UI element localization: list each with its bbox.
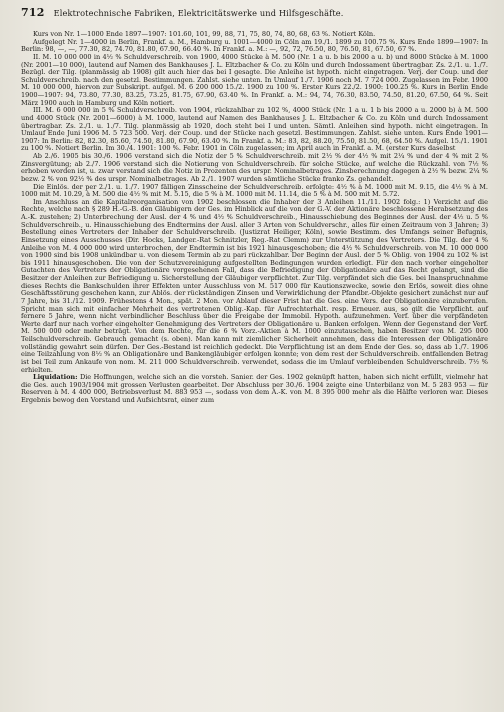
page-number: 712 [21,6,45,19]
paragraph-notiz [21,153,488,184]
paragraph-einloesung [21,184,488,199]
paragraph-text: III. M. 6 000 000 in 5 % Schuldverschreib. von 1904, rückzahlbar zu 102 %, 4000 Stück (Nr. 1 a u. 1 b bis 2000 a u. 2000 b) à M. 500 und 4000 Stück (Nr. 2001—6000) à M. 1000, lautend auf Namen des Bankhauses J. L. Eltzbacher & Co. zu Köln und durch Indossament übertragbar. Zs. 2./1. u. 1./7. Tilg. planmässig ab 1920, doch steht bei I und unten. Sämtl. Anleihen sind hypoth. nicht eingetragen. In Umlauf Ende Juni 1906 M. 5 723 500. Verj. der Coup. und der Stücke nach gesetzl. Bestimmungen. Zahlst. siehe unten. Kurs Ende 1901—1907: In Berlin: 82, 82.30, 85.60, 74.50, 81.80, 67.90, 63.40 %. In Frankf. a. M.: 83, 82, 88.20, 75.50, 81.50, 68, 64.50 %. Aufgel. 15./1. 1901 zu 100 %. Notiert Berlin. Im 30./4. 1901: 100 %. Febr. 1901 in Cöln zugelassen; im April auch in Frankf. a. M. (erster Kurs daselbst [21,106,488,153]
paragraph-text: Aufgelegt Nr. 1—4000 in Berlin, Frankf. a. M., Hamburg u. 1001—4000 in Cöln am 19./1. 1899 zu 100.75 %. Kurs Ende 1899—1907: In Berlin: 98, —, —, 77.30, 82, 74.70, 81.80, 67.90, 66.40 %. In Frankf. a. M.: —, 92, 72, 76.50, 80, 76.50, 81, 67.50, 67 %. [21,37,488,54]
body-text [21,31,488,405]
paragraph-text: Im Anschluss an die Kapitalreorganisation von 1902 beschlossen die Inhaber der 3 Anleihen 11./11. 1902 folg.: 1) Verzicht auf die Rechte, welche nach § 289 H.-G.-B. den Gläubigern der Ges. im Hinblick auf die von der G.-V. der Aktionäre beschlossene Herabsetzung des A.-K. zustehen; 2) Unterbrechung der Ausl. der 4 % und 4½ % Schuldverschreib., Hinausschiebung des Beginnes der Ausl. der 4½ u. 5 % Schuldverschreib., u. Hinausschiebung des Endtermins der Ausl. aller 3 Arten von Schuldverschr., alles für einen Zeitraum von 3 Jahren; 3) Bestellung eines Vertreters der Inhaber der Schuldverschreib. (Justizrat Heiliger, Köln), sowie Bestimm. des Umfangs seiner Befugnis, Einsetzung eines Ausschusses (Dir. Hocks, Landger.-Rat Schnitzler, Reg.-Rat Clemm) zur Unterstützung des Vertreters. Die Tilg. der 4 % Anleihe von M. 4 000 000 wird unterbrochen, der Endtermin ist bis 1921 hinausgeschoben; die 4½ % Schuldverschreib. von M. 10 000 000 von 1900 sind bis 1908 unkündbar u. von diesem Termin ab zu pari rückzahlbar. Der Beginn der Ausl. der 5 % Oblig. von 1904 zu 102 % ist bis 1911 hinausgeschoben. Die von der Schutzvereinigung aufgestellten Bedingungen wurden erledigt. Für den nach vorher eingeholter Gutachten des Vertreters der Obligationäre vorgesehenen Fall, dass die Befriedigung der Obligationäre auf das Recht gelangt, sind die Besitzer der Anleihen zur Befriedigung u. Sicherstellung der Gläubiger verpflichtet. Zur Tilg. verpfändet sich die Ges. bei Inanspruchnahme dieses Rechts die Bankschulden ihrer Effekten unter Ausschluss von M. 517 000 für Kautionszwecke, sowie den Erlös, soweit dies ohne Geschäftsstörung geschehen kann, zur Ablös. der rückständigen Zinsen und Verwirklichung der Pfandbr.-Objekte gesichert zunächst nur auf 7 Jahre, bis 31./12. 1909. Frühestens 4 Mon., spät. 2 Mon. vor Ablauf dieser Frist hat die Ges. eine Vers. der Obligationäre einzuberufen. Spricht man sich mit einfacher Mehrheit des vertretenen Oblig.-Kap. für Aufrechterhalt. resp. Erneuer. aus, so gilt die Verpflicht. auf fernere 5 Jahre, wenn nicht verbindlicher Beschluss über die Freigabe der Immobil. Hypoth. aufzunehmen. Verf. über die verpfändeten Werte darf nur nach vorher eingeholter Genehmigung des Vertreters der Obligationäre u. Banken erfolgen. Wenn der Gegenstand der Verf. M. 500 000 oder mehr beträgt. Von dem Rechte, für die 6 % Vorz.-Aktien à M. 1000 einzutauschen, haben Besitzer von M. 295 000 Teilschuldverschreib. Gebrauch gemacht (s. oben). Man kann mit ziemlicher Sicherheit annehmen, dass die Interessen der Obligationäre vollständig gewahrt sein dürfen. Der Ges.-Bestand ist reichlich gedeckt. Die Verpflichtung ist an dem Ende der Ges. so, dass ab 1./7. 1906 eine Teilzahlung von 8½ % an Obligationäre und Bankengläubiger erfolgen konnte; von dem rest der Schuldverschreib. entfallenden Betrag ist bei Teil zum Ankaufe von nom. M. 211 000 Schuldverschreib. verwendet, sodass die im Umlauf verbleibenden Schuldverschreib. 7½ % erhielten. [21,197,488,374]
running-head: Elektrotechnische Fabriken, Elektricitätswerke und Hilfsgeschäfte. [53,8,344,18]
paragraph-anleihe-iii [21,107,488,153]
paragraph-text: Die Einlös. der per 2./1. u. 1./7. 1907 fälligen Zinsscheine der Schuldverschreib. erfolgte: 4½ % à M. 1000 mit M. 9.15, die 4½ % à M. 1000 mit M. 10.29, à M. 500 die 4½ % mit M. 5.15, die 5 % à M. 1000 mit M. 11.14, die 5 % à M. 500 mit M. 5.72. [21,182,488,199]
paragraph-liquidation [21,374,488,405]
paragraph-text: II. M. 10 000 000 in 4½ % Schuldverschreib. von 1900, 4000 Stücke à M. 500 (Nr. 1 a u. b bis 2000 a u. b) und 8000 Stücke à M. 1000 (Nr. 2001—10 000), lautend auf Namen des Bankhauses J. L. Eltzbacher & Co. zu Köln und durch Indossament übertragbar. Zs. 2./1. u. 1./7. Bezügl. der Tilg. (planmässig ab 1908) gilt auch hier das bei I gesagte. Die Anleihe ist hypoth. nicht eingetragen. Verj. der Coup. und der Schuldverschreib. nach den gesetzl. Bestimmungen. Zahlst. siehe unten. In Umlauf 1./7. 1906 noch M. 7 724 000. Zugelassen im Febr. 1900 M. 10 000 000, hiervon zur Subskript. aufgel. M. 6 200 000 15./2. 1900 zu 100 %. Erster Kurs 22./2. 1900: 100.25 %. Kurs in Berlin Ende 1900—1907: 94, 73.80, 77.30, 83.25, 73.25, 81.75, 67.90, 63.40 %. In Frankf. a. M.: 94, 74, 76.30, 83.50, 74.50, 81.20, 67.50, 64 %. Seit März 1900 auch in Hamburg und Köln notiert. [21,52,488,107]
paragraph-text: Kurs von Nr. 1—1000 Ende 1897—1907: 101.60, 101, 99, 88, 71, 75, 80, 74, 80, 68, 63 %. Notiert Köln. [33,30,376,38]
paragraph-text: Ab 2./6. 1905 bis 30./6. 1906 verstand sich die Notiz der 5 % Schuldverschreib. mit 2½ % der 4½ % mit 2¼ % und der 4 % mit 2 % Zinsvergütung; ab 2./7. 1906 verstand sich die Notierung von Schuldverschreib. für solche Stücke, auf welche die Rückzahl. von 7½ % erhoben worden ist, u. zwar verstand sich die Notiz in Prozenten des urspr. Nominalbetrages. Zinsberechnung dagegen à 2½ % bezw. 2¼ % bezw. 2 % von 92½ % des urspr. Nominalbetrages. Ab 2./1. 1907 wurden sämtliche Stücke franko Zs. gehandelt. [21,152,488,183]
paragraph-text: Die Hoffnungen, welche sich an die vorsteh. Sanier. der Ges. 1902 geknüpft hatten, haben sich nicht erfüllt, vielmehr hat die Ges. auch 1903/1904 mit grossen Verlusten gearbeitet. Der Abschluss per 30./6. 1904 zeigte eine Unterbilanz von M. 5 283 953 — für Reserven à M. 4 400 000, Betriebsverlust M. 883 953 —, sodass von dem A.-K. von M. 8 395 000 mehr als die Hälfte verloren war. Dieses Ergebnis bewog den Vorstand und Aufsichtsrat, einer zum [21,373,489,404]
paragraph-kapitalreorganisation [21,199,488,374]
section-label: Liquidation: [33,373,78,382]
paragraph-aufgelegt [21,39,488,54]
paragraph-anleihe-ii [21,54,488,107]
page-header [21,6,488,24]
